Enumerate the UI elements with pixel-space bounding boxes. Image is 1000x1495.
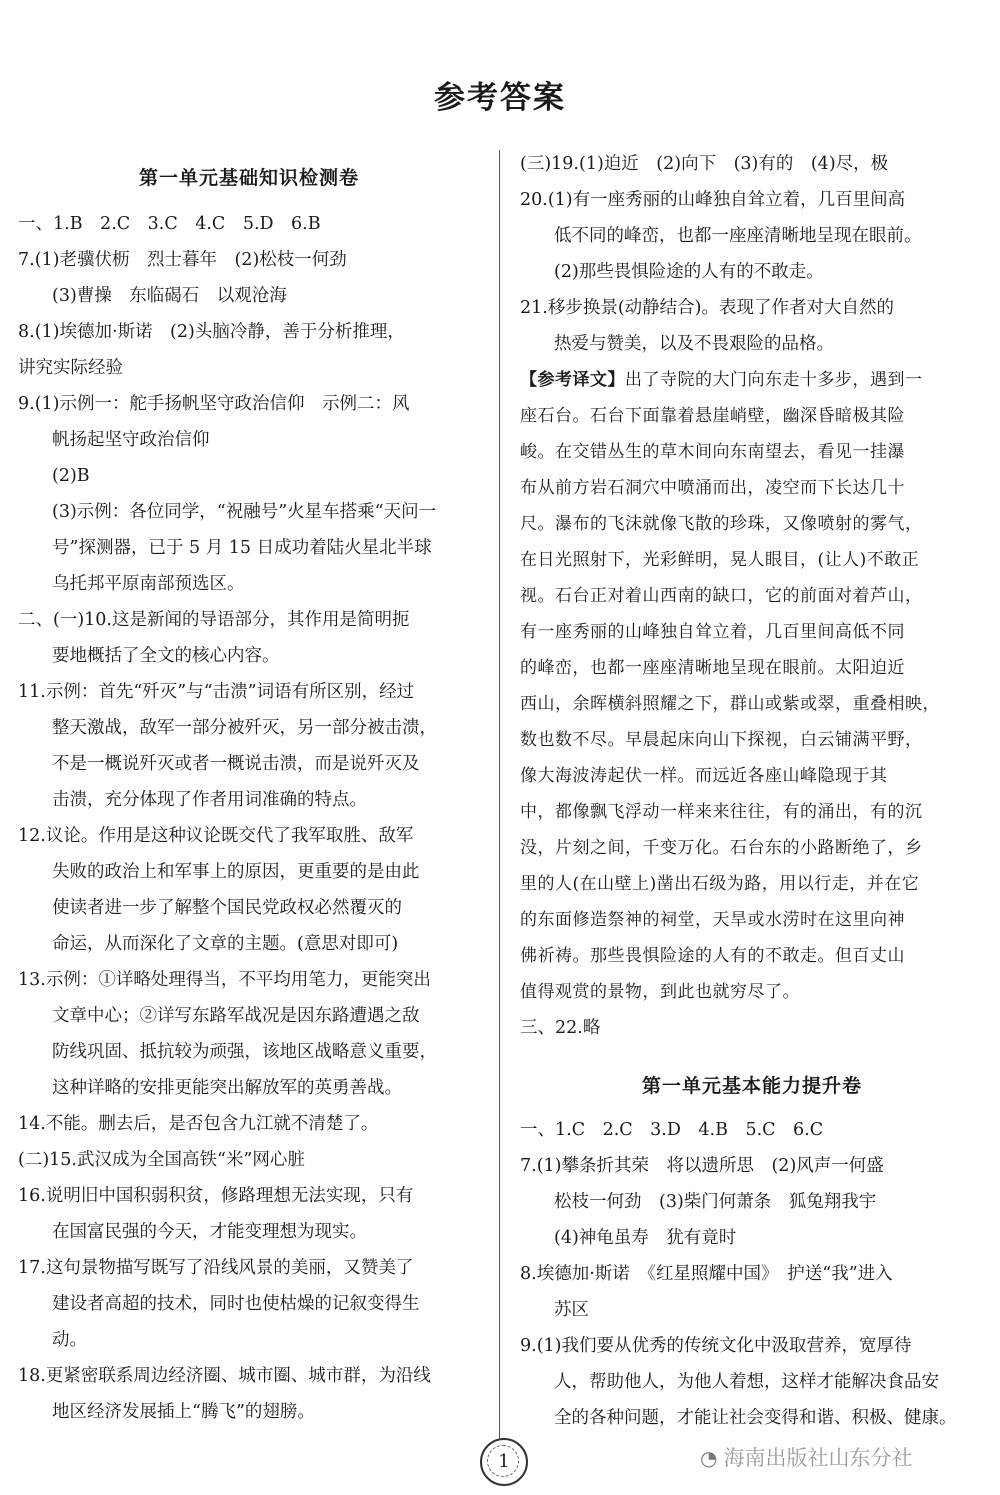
answer-line: 13.示例：①详略处理得当，不平均用笔力，更能突出: [18, 970, 431, 990]
page-number: 1: [480, 1438, 528, 1486]
watermark-text: 海南出版社山东分社: [723, 1446, 913, 1470]
translation-text: 像大海波涛起伏一样。而远近各座山峰隐现于其: [520, 766, 888, 786]
answer-line: 松枝一何劲 (3)柴门何萧条 狐兔翔我宇: [554, 1192, 877, 1212]
translation-text: 的峰峦，也都一座座清晰地呈现在眼前。太阳迫近: [520, 658, 905, 678]
translation-text: 没，片刻之间，千变万化。石台东的小路断绝了，乡: [520, 838, 923, 858]
translation-text: 座石台。石台下面靠着悬崖峭壁，幽深昏暗极其险: [520, 406, 905, 426]
answer-line: (2)B: [52, 466, 90, 486]
translation-line: [520, 650, 984, 686]
translation-line: [520, 866, 984, 902]
translation-line: [520, 830, 984, 866]
answer-line: 防线巩固、抵抗较为顽强，该地区战略意义重要，: [52, 1042, 437, 1062]
answer-line: (3)曹操 东临碣石 以观沧海: [52, 286, 287, 306]
section-title-ability: 第一单元基本能力提升卷: [641, 1075, 862, 1097]
answer-line: 文章中心；②详写东路军战况是因东路遭遇之敌: [52, 1006, 420, 1026]
answer-line: 在国富民强的今天，才能变理想为现实。: [52, 1222, 367, 1242]
translation-text: 佛祈祷。那些畏惧险途的人有的不敢走。但百丈山: [520, 946, 905, 966]
answer-line: 这种详略的安排更能突出解放军的英勇善战。: [52, 1078, 402, 1098]
translation-text: 中，都像飘飞浮动一样来来往往，有的涌出，有的沉: [520, 802, 923, 822]
translation-line: [520, 614, 984, 650]
translation-line: [520, 398, 984, 434]
left-column: [18, 158, 480, 1430]
answer-line: 一、1.C 2.C 3.D 4.B 5.C 6.C: [520, 1120, 824, 1140]
translation-line: [520, 974, 984, 1010]
translation-text: 峻。在交错丛生的草木间向东南望去，看见一挂瀑: [520, 442, 905, 462]
translation-text: 的东面修造祭神的祠堂，天旱或水涝时在这里向神: [520, 910, 905, 930]
right-answer-lines-bottom: [520, 1112, 984, 1436]
translation-line: [520, 470, 984, 506]
answer-line: 18.更紧密联系周边经济圈、城市圈、城市群，为沿线: [18, 1366, 431, 1386]
translation-line: [520, 578, 984, 614]
answer-line: 失败的政治上和军事上的原因，更重要的是由此: [52, 862, 420, 882]
answer-line: 命运，从而深化了文章的主题。(意思对即可): [52, 934, 399, 954]
answer-line: 人，帮助他人，为他人着想，这样才能解决食品安: [554, 1372, 939, 1392]
translation-label: 【参考译文】: [520, 370, 625, 390]
answer-line: 12.议论。作用是这种议论既交代了我军取胜、敌军: [18, 826, 414, 846]
answer-line: 7.(1)老骥伏枥 烈士暮年 (2)松枝一何劲: [18, 250, 347, 270]
answer-line: (3)示例：各位同学，“祝融号”火星车搭乘“天问一: [52, 502, 437, 522]
answer-line: 16.说明旧中国积弱积贫，修路理想无法实现，只有: [18, 1186, 414, 1206]
right-answer-lines-top: [520, 146, 984, 362]
translation-line: [520, 902, 984, 938]
wechat-icon: ◔: [700, 1446, 718, 1470]
answer-line: 乌托邦平原南部预选区。: [52, 574, 245, 594]
translation-text: 出了寺院的大门向东走十多步，遇到一: [625, 370, 923, 390]
answer-line: 一、1.B 2.C 3.C 4.C 5.D 6.B: [18, 214, 321, 234]
translation-text: 西山，余晖横斜照耀之下，群山或紫或翠，重叠相映，: [520, 694, 940, 714]
answer-line: (4)神龟虽寿 犹有竟时: [554, 1228, 737, 1248]
answer-line: 动。: [52, 1330, 87, 1350]
answer-line: 热爱与赞美，以及不畏艰险的品格。: [554, 334, 834, 354]
answer-line: 8.(1)埃德加·斯诺 (2)头脑冷静，善于分析推理，: [18, 322, 405, 342]
answer-line: (2)那些畏惧险途的人有的不敢走。: [554, 262, 824, 282]
translation-line: [520, 794, 984, 830]
answer-line: 地区经济发展插上“腾飞”的翅膀。: [52, 1402, 315, 1422]
answer-line: 帆扬起坚守政治信仰: [52, 430, 210, 450]
translation-line: [520, 758, 984, 794]
translation-line: [520, 722, 984, 758]
answer-line: 二、(一)10.这是新闻的导语部分，其作用是简明扼: [18, 610, 410, 630]
left-answer-lines: [18, 206, 480, 1430]
translation-line: [520, 434, 984, 470]
translation-text: 视。石台正对着山西南的缺口，它的前面对着芦山，: [520, 586, 923, 606]
translation-text: 里的人(在山壁上)凿出石级为路，用以行走，并在它: [520, 874, 920, 894]
answer-line-22: 三、22.略: [520, 1018, 601, 1038]
answer-line: (二)15.武汉成为全国高铁“米”网心脏: [18, 1150, 305, 1170]
answer-line: 要地概括了全文的核心内容。: [52, 646, 280, 666]
right-column: [520, 146, 984, 1436]
answer-line: 整天激战，敌军一部分被歼灭，另一部分被击溃，: [52, 718, 437, 738]
translation-text: 有一座秀丽的山峰独自耸立着，几百里间高低不同: [520, 622, 905, 642]
translation-line: [520, 542, 984, 578]
answer-line: (三)19.(1)迫近 (2)向下 (3)有的 (4)尽，极: [520, 154, 889, 174]
answer-line: 建设者高超的技术，同时也使枯燥的记叙变得生: [52, 1294, 420, 1314]
answer-line: 全的各种问题，才能让社会变得和谐、积极、健康。: [554, 1408, 957, 1428]
answer-line: 9.(1)示例一：舵手扬帆坚守政治信仰 示例二：风: [18, 394, 410, 414]
answer-line: 苏区: [554, 1300, 589, 1320]
answer-line: 8.埃德加·斯诺 《红星照耀中国》 护送“我”进入: [520, 1264, 893, 1284]
answer-line: 7.(1)攀条折其荣 将以遗所思 (2)风声一何盛: [520, 1156, 884, 1176]
page-title: 参考答案: [434, 80, 566, 116]
answer-line: 不是一概说歼灭或者一概说击溃，而是说歼灭及: [52, 754, 420, 774]
answer-line: 11.示例：首先“歼灭”与“击溃”词语有所区别，经过: [18, 682, 415, 702]
translation-text: 尺。瀑布的飞沫就像飞散的珍珠，又像喷射的雾气，: [520, 514, 923, 534]
answer-line: 21.移步换景(动静结合)。表现了作者对大自然的: [520, 298, 894, 318]
translation-text: 在日光照射下，光彩鲜明，晃人眼目，(让人)不敢正: [520, 550, 920, 570]
column-divider: [499, 150, 500, 1440]
answer-line: 击溃，充分体现了作者用词准确的特点。: [52, 790, 367, 810]
watermark: [700, 1436, 990, 1480]
translation-text: 布从前方岩石洞穴中喷涌而出，凌空而下长达几十: [520, 478, 905, 498]
translation-text: 数也数不尽。早晨起床向山下探视，白云铺满平野，: [520, 730, 923, 750]
translation-line: [520, 686, 984, 722]
section-title-basic-knowledge: 第一单元基础知识检测卷: [138, 167, 359, 189]
answer-line: 号”探测器，已于 5 月 15 日成功着陆火星北半球: [52, 538, 432, 558]
answer-line: 讲究实际经验: [18, 358, 123, 378]
translation-line: [520, 506, 984, 542]
answer-line: 使读者进一步了解整个国民党政权必然覆灭的: [52, 898, 402, 918]
answer-line: 9.(1)我们要从优秀的传统文化中汲取营养，宽厚待: [520, 1336, 912, 1356]
translation-line: [520, 362, 984, 398]
answer-line: 17.这句景物描写既写了沿线风景的美丽，又赞美了: [18, 1258, 414, 1278]
answer-line: 20.(1)有一座秀丽的山峰独自耸立着，几百里间高: [520, 190, 906, 210]
translation-line: [520, 938, 984, 974]
reference-translation: [520, 362, 984, 1010]
answer-line: 低不同的峰峦，也都一座座清晰地呈现在眼前。: [554, 226, 922, 246]
answer-line: 14.不能。删去后，是否包含九江就不清楚了。: [18, 1114, 379, 1134]
translation-text: 值得观赏的景物，到此也就穷尽了。: [520, 982, 800, 1002]
